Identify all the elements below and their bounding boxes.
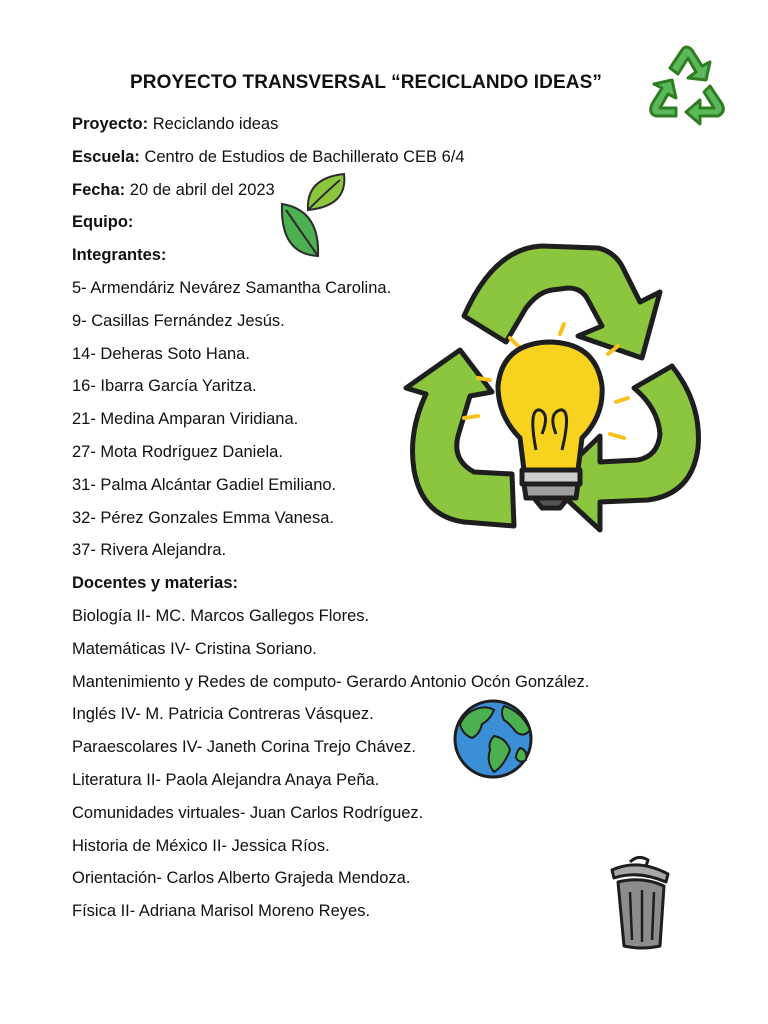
field-label: Proyecto: [72, 115, 149, 133]
list-item: Matemáticas IV- Cristina Soriano. [72, 639, 317, 658]
docentes-heading: Docentes y materias: [72, 574, 238, 593]
field-value: Reciclando ideas [148, 115, 279, 133]
list-item: 32- Pérez Gonzales Emma Vanesa. [72, 508, 334, 527]
field-label: Escuela: [72, 147, 140, 166]
recycle-icon [640, 38, 732, 130]
list-item: Literatura II- Paola Alejandra Anaya Peña. [72, 770, 380, 789]
recycle-lightbulb-icon [402, 238, 708, 554]
list-item: 21- Medina Amparan Viridiana. [72, 410, 299, 429]
list-item: Mantenimiento y Redes de computo- Gerardo Antonio Ocón González. [72, 672, 590, 691]
integrantes-heading: Integrantes: [72, 246, 167, 265]
field-value: Centro de Estudios de Bachillerato CEB 6/4 [139, 147, 465, 166]
list-item: 5- Armendáriz Nevárez Samantha Carolina. [72, 278, 392, 297]
trash-can-icon [608, 852, 672, 952]
list-item: Historia de México II- Jessica Ríos. [72, 836, 330, 855]
field-equipo [72, 206, 692, 239]
field-value: 20 de abril del 2023 [125, 180, 275, 199]
list-item: 14- Deheras Soto Hana. [72, 344, 250, 363]
field-label: Equipo: [72, 213, 134, 232]
earth-globe-icon [450, 698, 536, 780]
list-item: Orientación- Carlos Alberto Grajeda Mendoza. [72, 869, 411, 888]
list-item: 31- Palma Alcántar Gadiel Emiliano. [72, 475, 337, 494]
docentes-list [72, 600, 692, 928]
field-label: Fecha: [72, 180, 126, 199]
list-item: 16- Ibarra García Yaritza. [72, 377, 257, 396]
list-item: Comunidades virtuales- Juan Carlos Rodríguez. [72, 803, 424, 822]
list-item: Biología II- MC. Marcos Gallegos Flores. [72, 606, 370, 625]
list-item: Inglés IV- M. Patricia Contreras Vásquez. [72, 705, 374, 724]
list-item: Física II- Adriana Marisol Moreno Reyes. [72, 902, 371, 921]
list-item: 27- Mota Rodríguez Daniela. [72, 442, 283, 461]
list-item: Paraescolares IV- Janeth Corina Trejo Chávez. [72, 738, 416, 757]
list-item: 9- Casillas Fernández Jesús. [72, 311, 285, 330]
field-escuela [72, 141, 692, 174]
field-proyecto [72, 108, 692, 141]
page-title: PROYECTO TRANSVERSAL “RECICLANDO IDEAS” [130, 72, 602, 93]
leaves-icon [278, 170, 352, 262]
list-item: 37- Rivera Alejandra. [72, 541, 227, 560]
field-fecha [72, 174, 692, 207]
